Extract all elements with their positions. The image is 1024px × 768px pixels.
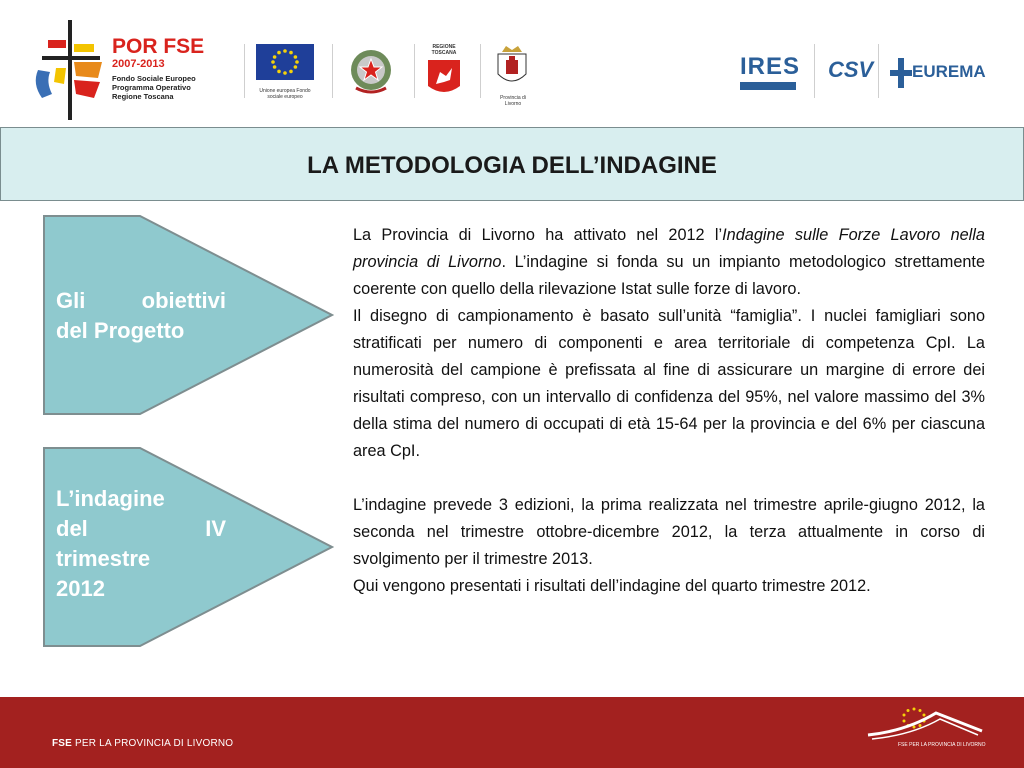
paragraph-2: Il disegno di campionamento è basato sull’unità “famiglia”. I nuclei famigliari sono stratificati per numero di componenti e area territoriale di competenza CpI. La numerosità del campione è prefissata al fine di assicurare un margine di errore dei risultati compreso, con un intervallo di confidenza del 95%, nel valore massimo del 3% della stima del numero di occupati di età 15-64 per la provincia e del 6% per ciascuna area CpI. xyxy=(353,307,985,460)
footer-text-bold: FSE xyxy=(52,738,73,749)
ires-logo xyxy=(740,52,801,96)
por-fse-line-2: Programma Operativo xyxy=(112,83,191,92)
fse-livorno-logo-caption: FSE PER LA PROVINCIA DI LIVORNO xyxy=(898,742,986,748)
header-divider xyxy=(332,44,333,98)
header-divider xyxy=(814,44,815,98)
provincia-livorno-logo xyxy=(494,44,534,107)
eurema-logo-text: EUREMA xyxy=(912,62,986,81)
footer xyxy=(0,697,1024,768)
header-divider xyxy=(878,44,879,98)
paragraph-4: Qui vengono presentati i risultati dell’indagine del quarto trimestre 2012. xyxy=(353,577,871,595)
por-fse-title: POR FSE xyxy=(112,35,205,58)
arrow-objectives xyxy=(42,214,334,416)
body-text xyxy=(353,222,985,600)
por-fse-logo xyxy=(28,18,218,122)
header-divider xyxy=(414,44,415,98)
footer-text-rest: PER LA PROVINCIA DI LIVORNO xyxy=(72,738,234,749)
provincia-livorno-caption: Provincia di Livorno xyxy=(500,95,526,107)
regione-toscana-logo xyxy=(426,44,466,100)
eu-logo xyxy=(256,44,316,102)
regione-toscana-caption: REGIONE TOSCANA xyxy=(431,44,457,56)
arrow-survey-line-4: 2012 xyxy=(56,576,105,601)
pegasus-shield-icon xyxy=(426,58,462,100)
livorno-coat-of-arms-icon xyxy=(494,44,530,90)
eurema-logo xyxy=(890,58,990,92)
arrow-survey-line-2: del IV xyxy=(56,516,226,541)
ires-logo-text: IRES xyxy=(740,53,801,80)
arrow-survey xyxy=(42,446,334,648)
paragraph-1 xyxy=(353,222,985,303)
eurema-mark-icon xyxy=(890,58,912,88)
por-fse-years: 2007-2013 xyxy=(112,58,165,70)
eu-logo-caption: Unione europea Fondo sociale europeo xyxy=(259,88,311,100)
arrow-objectives-line-1: Gli obiettivi xyxy=(56,288,226,313)
por-fse-line-1: Fondo Sociale Europeo xyxy=(112,74,196,83)
paragraph-1-end: . L’indagine si fonda su un impianto metodologico strettamente coerente con quello della rilevazione Istat sulle forze di lavoro. xyxy=(353,253,986,298)
header-divider xyxy=(480,44,481,98)
header-divider xyxy=(244,44,245,98)
arrow-survey-line-3: trimestre xyxy=(56,546,151,571)
arrow-survey-line-1: L’indagine xyxy=(56,486,165,511)
italian-emblem-icon xyxy=(344,44,398,98)
ires-logo-bar xyxy=(740,82,796,90)
arrow-objectives-text xyxy=(56,286,226,346)
italian-republic-emblem xyxy=(344,44,400,98)
title-bar xyxy=(0,127,1024,201)
fse-livorno-logo-icon xyxy=(866,701,986,745)
por-fse-emblem-icon xyxy=(28,18,108,122)
csv-logo-text: CSV xyxy=(828,57,874,82)
arrow-survey-text xyxy=(56,484,226,604)
csv-logo xyxy=(828,46,874,96)
paragraph-3: L’indagine prevede 3 edizioni, la prima realizzata nel trimestre aprile-giugno 2012, la seconda nel trimestre ottobre-dicembre 2012, la terza attualmente in corso di svolgimento per il trimestre 2013. xyxy=(353,496,985,568)
eu-flag-icon xyxy=(256,44,314,80)
survey-name: Indagine sulle Forze Lavoro nella provincia di Livorno xyxy=(353,226,985,271)
paragraph-gap xyxy=(353,465,985,492)
arrow-objectives-line-2: del Progetto xyxy=(56,318,185,343)
footer-text xyxy=(52,738,233,749)
por-fse-line-3: Regione Toscana xyxy=(112,92,174,101)
paragraph-1-start: La Provincia di Livorno ha attivato nel 2012 l’ xyxy=(353,226,723,244)
page-title: LA METODOLOGIA DELL’INDAGINE xyxy=(307,152,717,179)
